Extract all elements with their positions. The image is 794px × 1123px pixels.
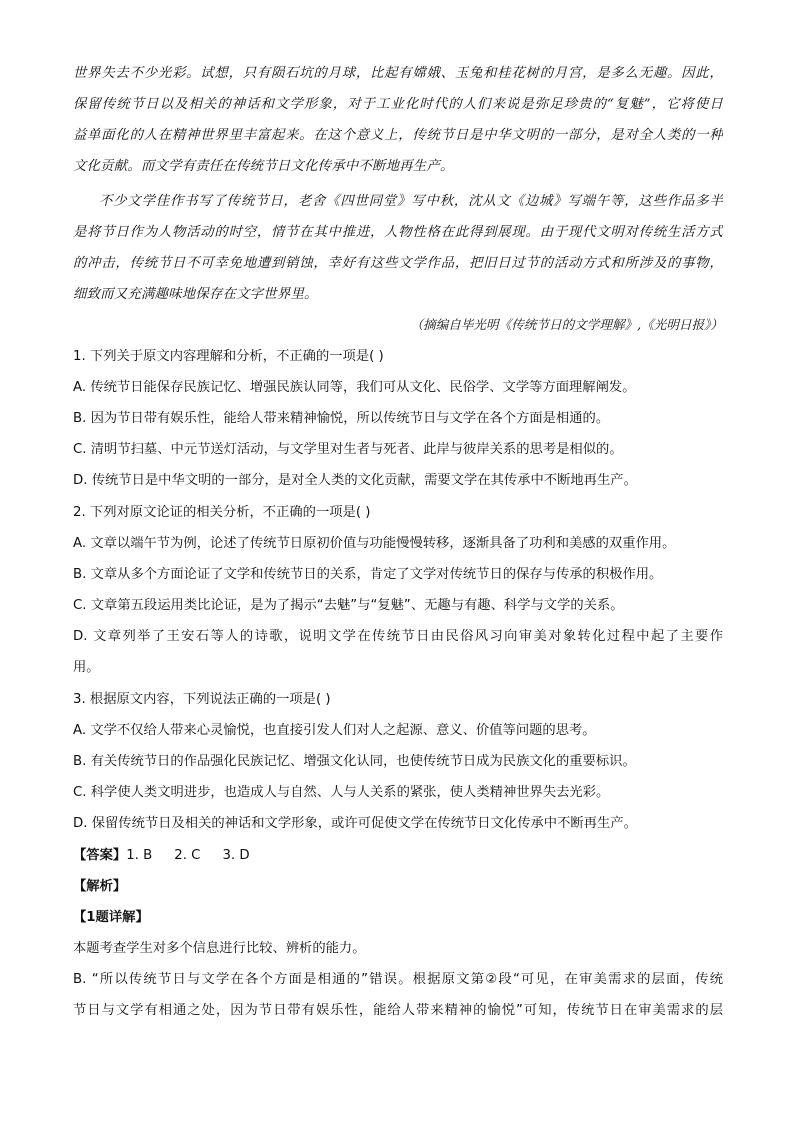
option-d: D. 保留传统节日及相关的神话和文学形象，或许可促使文学在传统节日文化传承中不断再生产。 xyxy=(73,816,637,831)
analysis-heading: 【解析】 xyxy=(73,879,127,894)
passage-line: 益单面化的人在精神世界里丰富起来。在这个意义上，传统节日是中华文明的一部分，是对全人类的一种 xyxy=(73,128,723,143)
question-stem: 1. 下列关于原文内容理解和分析，不正确的一项是( ) xyxy=(73,349,384,364)
question-2 xyxy=(73,497,723,683)
analysis-sub-heading: 【1题详解】 xyxy=(73,910,149,925)
passage-line: 世界失去不少光彩。试想，只有陨石坑的月球，比起有嫦娥、玉兔和桂花树的月宫，是多么无趣。因此， xyxy=(73,66,723,81)
answer-section xyxy=(73,840,723,1026)
option-d: D. 文章列举了王安石等人的诗歌，说明文学在传统节日由民俗风习向审美对象转化过程中起了主要作 xyxy=(73,629,723,644)
option-c: C. 科学使人类文明进步，也造成人与自然、人与人关系的紧张，使人类精神世界失去光彩。 xyxy=(73,785,610,800)
analysis-body-line: B. “所以传统节日与文学在各个方面是相通的”错误。根据原文第②段“可见，在审美需求的层面，传统 xyxy=(73,972,723,987)
question-stem: 3. 根据原文内容，下列说法正确的一项是( ) xyxy=(73,692,331,707)
option-b: B. 因为节日带有娱乐性，能给人带来精神愉悦，所以传统节日与文学在各个方面是相通的。 xyxy=(73,411,610,426)
option-b: B. 有关传统节日的作品强化民族记忆、增强文化认同，也使传统节日成为民族文化的重要标识。 xyxy=(73,754,636,769)
option-a: A. 文章以端午节为例，论述了传统节日原初价值与功能慢慢转移，逐渐具备了功利和美感的双重作用。 xyxy=(73,536,676,551)
passage-line: 的冲击，传统节日不可幸免地遭到销蚀，幸好有这些文学作品，把旧日过节的活动方式和所涉及的事物， xyxy=(73,256,723,271)
passage-source: （摘编自毕光明《传统节日的文学理解》,《光明日报》） xyxy=(410,317,723,332)
analysis-intro: 本题考查学生对多个信息进行比较、辨析的能力。 xyxy=(73,941,366,956)
answer-label: 【答案】 xyxy=(73,848,127,863)
answer-item: 2. C xyxy=(174,848,201,863)
question-stem: 2. 下列对原文论证的相关分析，不正确的一项是( ) xyxy=(73,505,371,520)
passage-paragraph-1 xyxy=(73,58,723,182)
option-d: D. 传统节日是中华文明的一部分，是对全人类的文化贡献，需要文学在其传承中不断地再生产。 xyxy=(73,473,637,488)
passage-line: 是将节日作为人物活动的时空，情节在其中推进，人物性格在此得到展现。由于现代文明对传统生活方式 xyxy=(73,225,723,240)
option-d-continuation: 用。 xyxy=(73,660,100,675)
answer-item: 3. D xyxy=(222,848,250,863)
option-a: A. 传统节日能保存民族记忆、增强民族认同等，我们可从文化、民俗学、文学等方面理解阐发。 xyxy=(73,380,636,395)
option-c: C. 文章第五段运用类比论证，是为了揭示“去魅”与“复魅”、无趣与有趣、科学与文学的关系。 xyxy=(73,598,624,613)
passage-line: 细致而又充满趣味地保存在文字世界里。 xyxy=(73,287,318,302)
passage-paragraph-2 xyxy=(73,186,723,310)
answer-line xyxy=(73,840,723,871)
passage-line: 保留传统节日以及相关的神话和文学形象，对于工业化时代的人们来说是弥足珍贵的“复魅”，它将使日 xyxy=(73,97,723,112)
answer-item: 1. B xyxy=(126,848,153,863)
option-c: C. 清明节扫墓、中元节送灯活动，与文学里对生者与死者、此岸与彼岸关系的思考是相似的。 xyxy=(73,442,623,457)
analysis-body-line: 节日与文学有相通之处，因为节日带有娱乐性，能给人带来精神的愉悦”可知，传统节日在审美需求的层 xyxy=(73,1003,723,1018)
passage-line: 不少文学佳作书写了传统节日，老舍《四世同堂》写中秋，沈从文《边城》写端午等，这些作品多半 xyxy=(99,194,723,209)
passage-line: 文化贡献。而文学有责任在传统节日文化传承中不断地再生产。 xyxy=(73,159,454,174)
option-b: B. 文章从多个方面论证了文学和传统节日的关系，肯定了文学对传统节日的保存与传承的积极作用。 xyxy=(73,567,663,582)
question-3 xyxy=(73,684,723,839)
question-1 xyxy=(73,341,723,496)
option-a: A. 文学不仅给人带来心灵愉悦，也直接引发人们对人之起源、意义、价值等问题的思考。 xyxy=(73,723,596,738)
